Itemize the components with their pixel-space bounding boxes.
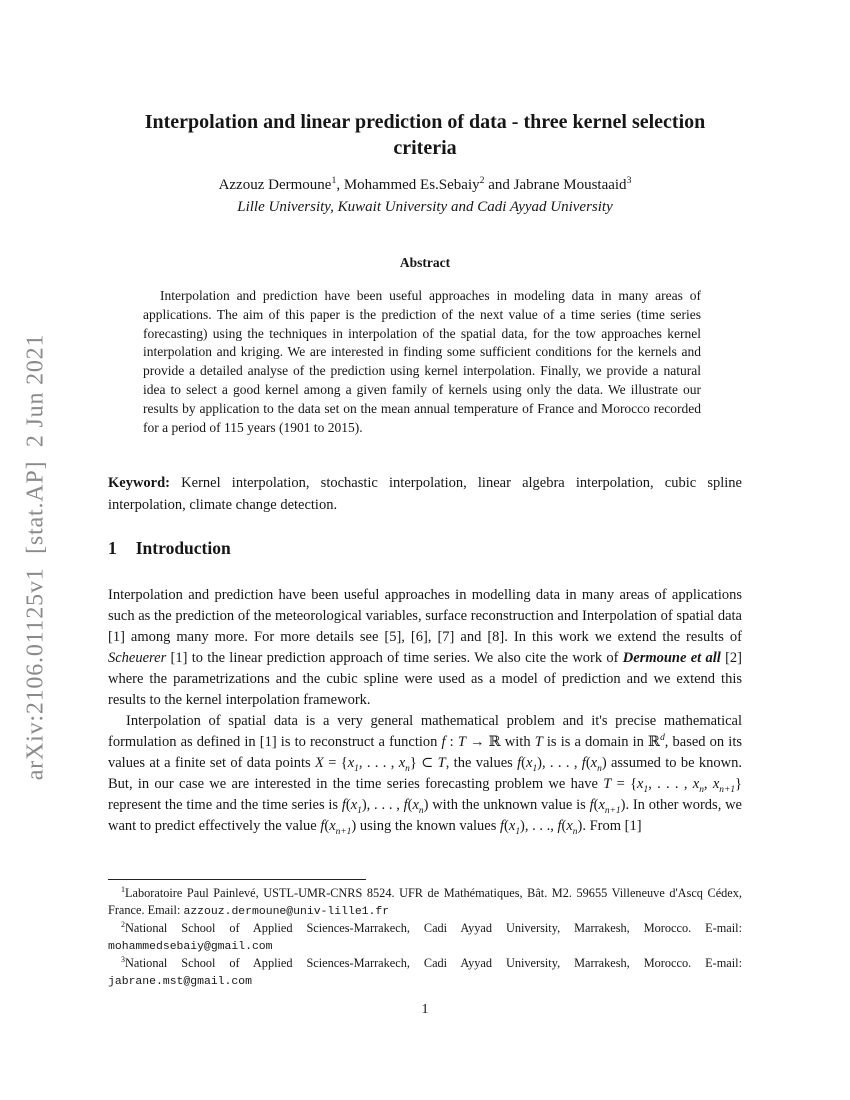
introduction-body — [108, 585, 742, 837]
author-line: Azzouz Dermoune$^1$, Mohammed Es.Sebaiy$^2$ and Jabrane Moustaaid$^3$ — [218, 175, 632, 193]
page-number: 1 — [421, 1002, 429, 1017]
footnotes-block — [108, 885, 742, 990]
section-heading — [108, 538, 742, 559]
paragraph-1: Interpolation and prediction have been useful approaches in modelling data in many areas of applications such as the prediction of the meteorological variables, surface reconstruction and Interpolation of spatial data [1] among many more. For more details see [5], [6], [7] and [8]. In this work we extend the results of Scheuerer [1] to the linear prediction approach of time series. We also cite the work of Dermoune et all [2] where the parametrizations and the cubic spline were used as a model of prediction and we extend this results to the kernel interpolation framework. — [108, 587, 742, 708]
paper-title: Interpolation and linear prediction of data - three kernel selection criteria — [144, 111, 706, 159]
keywords-line: Keyword: Kernel interpolation, stochastic interpolation, linear algebra interpolation, cubic spline interpolation, climate change detection. — [108, 475, 742, 513]
abstract-text: Interpolation and prediction have been useful approaches in modeling data in many areas of applications. The aim of this paper is the prediction of the next value of a time series (time series forecasting) using the techniques in interpolation of the spatial data, for the tow approaches kernel interpolation and kriging. We are interested in finding some sufficient conditions for the kernels and provide a detailed analyse of the prediction using kernel interpolation. Finally, we provide a natural idea to select a good kernel among a given family of kernels using only the data. We illustrate our results by application to the data set on the mean annual temperature of France and Morocco recorded for a period of 115 years (1901 to 2015). — [143, 288, 701, 435]
section-title: Introduction — [135, 538, 231, 558]
footnote-1: $^1$Laboratoire Paul Painlevé, USTL-UMR-CNRS 8524. UFR de Mathématiques, Bât. M2. 59655 Villeneuve d'Ascq Cédex, France. Email: azzouz.dermoune@univ-lille1.fr — [108, 884, 742, 918]
abstract-heading: Abstract — [399, 255, 451, 270]
section-number: 1 — [108, 538, 117, 558]
footnote-rule — [108, 879, 366, 880]
footnote-2: $^2$National School of Applied Sciences-Marrakech, Cadi Ayyad University, Marrakesh, Morocco. E-mail: mohammedsebaiy@gmail.com — [108, 919, 742, 953]
arxiv-watermark: arXiv:2106.01125v1 [stat.AP] 2 Jun 2021 — [22, 333, 49, 781]
paragraph-2: Interpolation of spatial data is a very general mathematical problem and it's precise mathematical formulation as defined in [1] is to reconstruct a function f : T → ℝ with T is is a domain in ℝ$^d$, based on its values at a finite set of data points $X = \{x_1$, . . . , $x_n$} ⊂ T, the values $f(x_1)$, . . . , $f(x_n)$ assumed to be known. But, in our case we are interested in the time series forecasting problem we have $T = \{x_1$, . . . , $x_n$, $x_{n+1}$} represent the time and the time series is $f(x_1)$, . . . , $f(x_n)$ with the unknown value is $f(x_{n+1})$. In other words, we want to predict effectively the value $f(x_{n+1})$ using the known values $f(x_1)$, . . ., $f(x_n)$. From [1] — [108, 713, 742, 837]
footnote-3: $^3$National School of Applied Sciences-Marrakech, Cadi Ayyad University, Marrakesh, Morocco. E-mail: jabrane.mst@gmail.com — [108, 954, 742, 988]
affiliation-line: Lille University, Kuwait University and Cadi Ayyad University — [237, 199, 613, 215]
